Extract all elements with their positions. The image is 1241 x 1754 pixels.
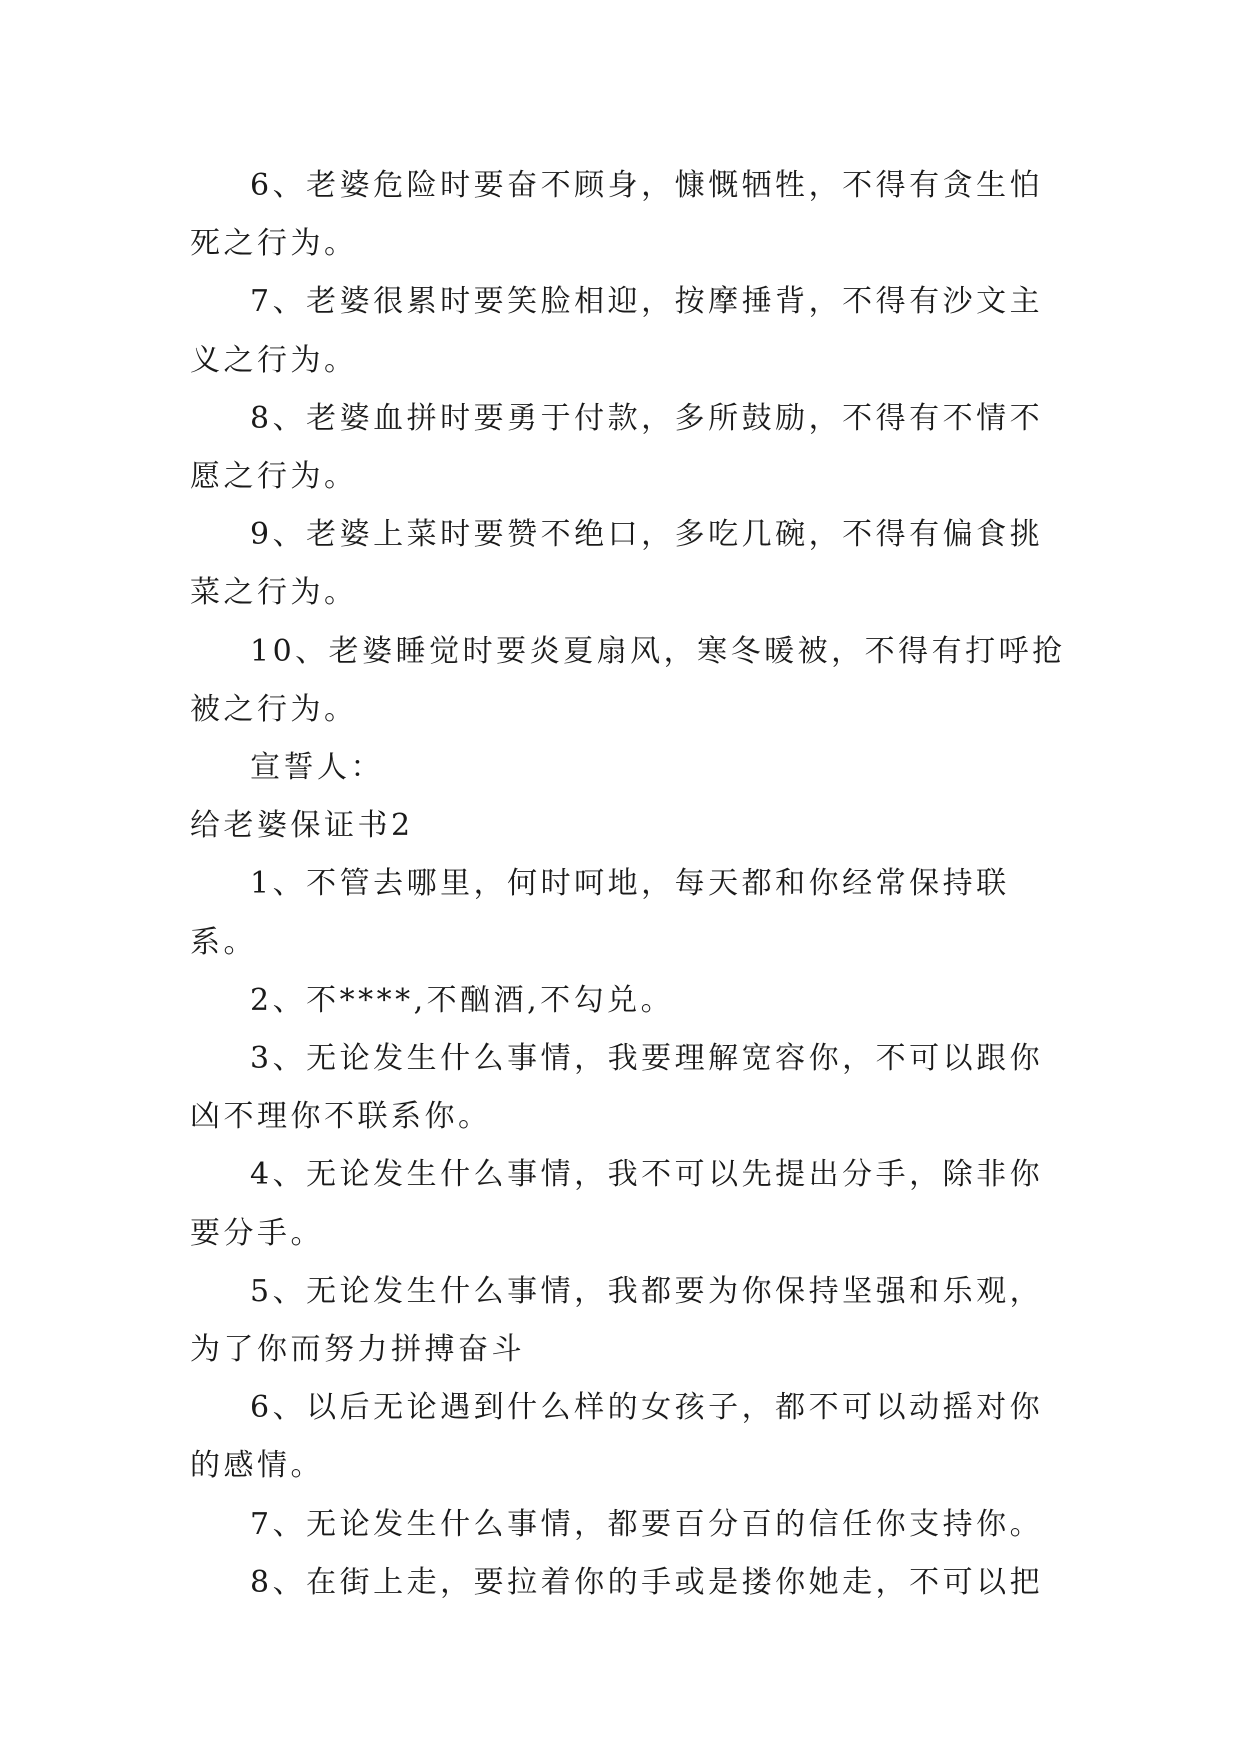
pledge-item-5: 5、无论发生什么事情，我都要为你保持坚强和乐观，为了你而努力拼搏奋斗 [190, 1273, 1044, 1368]
pledge-item-3: 3、无论发生什么事情，我要理解宽容你，不可以跟你凶不理你不联系你。 [190, 1041, 1044, 1135]
item-10-sleeping: 10、老婆睡觉时要炎夏扇风，寒冬暖被，不得有打呼抢被之行为。 [190, 633, 1066, 727]
pledge-item-1: 1、不管去哪里，何时呵地，每天都和你经常保持联系。 [190, 866, 1010, 960]
item-8-shopping: 8、老婆血拼时要勇于付款，多所鼓励，不得有不情不愿之行为。 [190, 400, 1044, 495]
item-6-danger: 6、老婆危险时要奋不顾身，慷慨牺牲，不得有贪生怕死之行为。 [190, 168, 1044, 262]
item-7-tired: 7、老婆很累时要笑脸相迎，按摩捶背，不得有沙文主义之行为。 [190, 284, 1044, 378]
section-heading: 给老婆保证书2 [190, 808, 414, 844]
pledge-item-2: 2、不****,不酗酒,不勾兑。 [250, 982, 675, 1018]
oath-signer-label: 宣誓人： [250, 750, 384, 786]
document-body [190, 157, 1070, 1612]
pledge-item-4: 4、无论发生什么事情，我不可以先提出分手，除非你要分手。 [190, 1157, 1044, 1251]
item-9-cooking: 9、老婆上菜时要赞不绝口，多吃几碗，不得有偏食挑菜之行为。 [190, 517, 1044, 611]
pledge-item-8: 8、在街上走，要拉着你的手或是搂你她走，不可以把 [250, 1564, 1044, 1600]
pledge-item-7: 7、无论发生什么事情，都要百分百的信任你支持你。 [250, 1506, 1044, 1542]
pledge-item-6: 6、以后无论遇到什么样的女孩子，都不可以动摇对你的感情。 [190, 1390, 1044, 1484]
